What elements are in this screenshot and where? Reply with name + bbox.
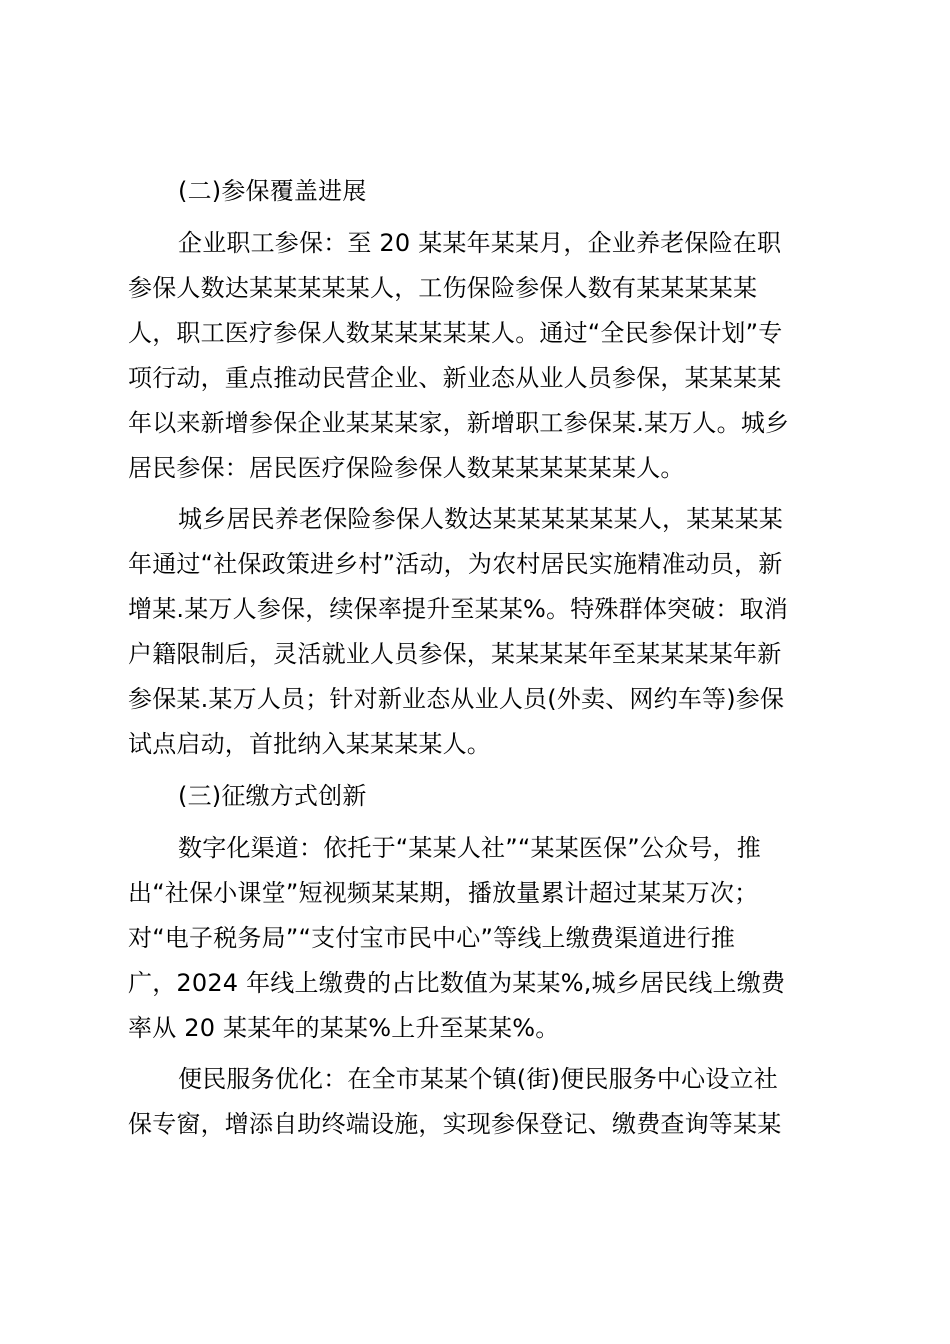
paragraph-digital-channels [128, 826, 828, 1051]
text-line: 项行动，重点推动民营企业、新业态从业人员参保，某某某某 [128, 364, 782, 392]
document-body [128, 168, 828, 1147]
text-line: 出“社保小课堂”短视频某某期，播放量累计超过某某万次； [128, 879, 759, 907]
paragraph-service-optimization [128, 1057, 828, 1147]
text-line: 城乡居民养老保险参保人数达某某某某某某人，某某某某 [178, 505, 783, 533]
text-line: 人，职工医疗参保人数某某某某某人。通过“全民参保计划”专 [128, 319, 783, 347]
text-line: 年通过“社保政策进乡村”活动，为农村居民实施精准动员，新 [128, 550, 783, 578]
text-line: 对“电子税务局”“支付宝市民中心”等线上缴费渠道进行推 [128, 924, 736, 952]
text-line: 参保人数达某某某某某人，工伤保险参保人数有某某某某某 [128, 274, 758, 302]
paragraph-rural-pension [128, 497, 828, 767]
paragraph-enterprise-insurance [128, 221, 828, 491]
text-line: 增某.某万人参保，续保率提升至某某%。特殊群体突破：取消 [128, 595, 789, 623]
text-line: 广，2024 年线上缴费的占比数值为某某%,城乡居民线上缴费 [128, 969, 786, 997]
text-line: 试点启动，首批纳入某某某某人。 [128, 730, 491, 758]
text-line: 便民服务优化：在全市某某个镇(街)便民服务中心设立社 [178, 1065, 778, 1093]
section-heading-2: (二)参保覆盖进展 [178, 177, 367, 205]
text-line: 参保某.某万人员；针对新业态从业人员(外卖、网约车等)参保 [128, 685, 785, 713]
text-line: 年以来新增参保企业某某某家，新增职工参保某.某万人。城乡 [128, 409, 790, 437]
text-line: 企业职工参保：至 20 某某年某某月，企业养老保险在职 [178, 229, 782, 257]
text-line: 率从 20 某某年的某某%上升至某某%。 [128, 1014, 560, 1042]
text-line: 居民参保：居民医疗保险参保人数某某某某某某人。 [128, 454, 685, 482]
section-heading-3: (三)征缴方式创新 [178, 782, 367, 810]
text-line: 数字化渠道：依托于“某某人社”“某某医保”公众号，推 [178, 834, 761, 862]
text-line: 户籍限制后，灵活就业人员参保，某某某某年至某某某某年新 [128, 640, 782, 668]
text-line: 保专窗，增添自助终端设施，实现参保登记、缴费查询等某某 [128, 1110, 782, 1138]
